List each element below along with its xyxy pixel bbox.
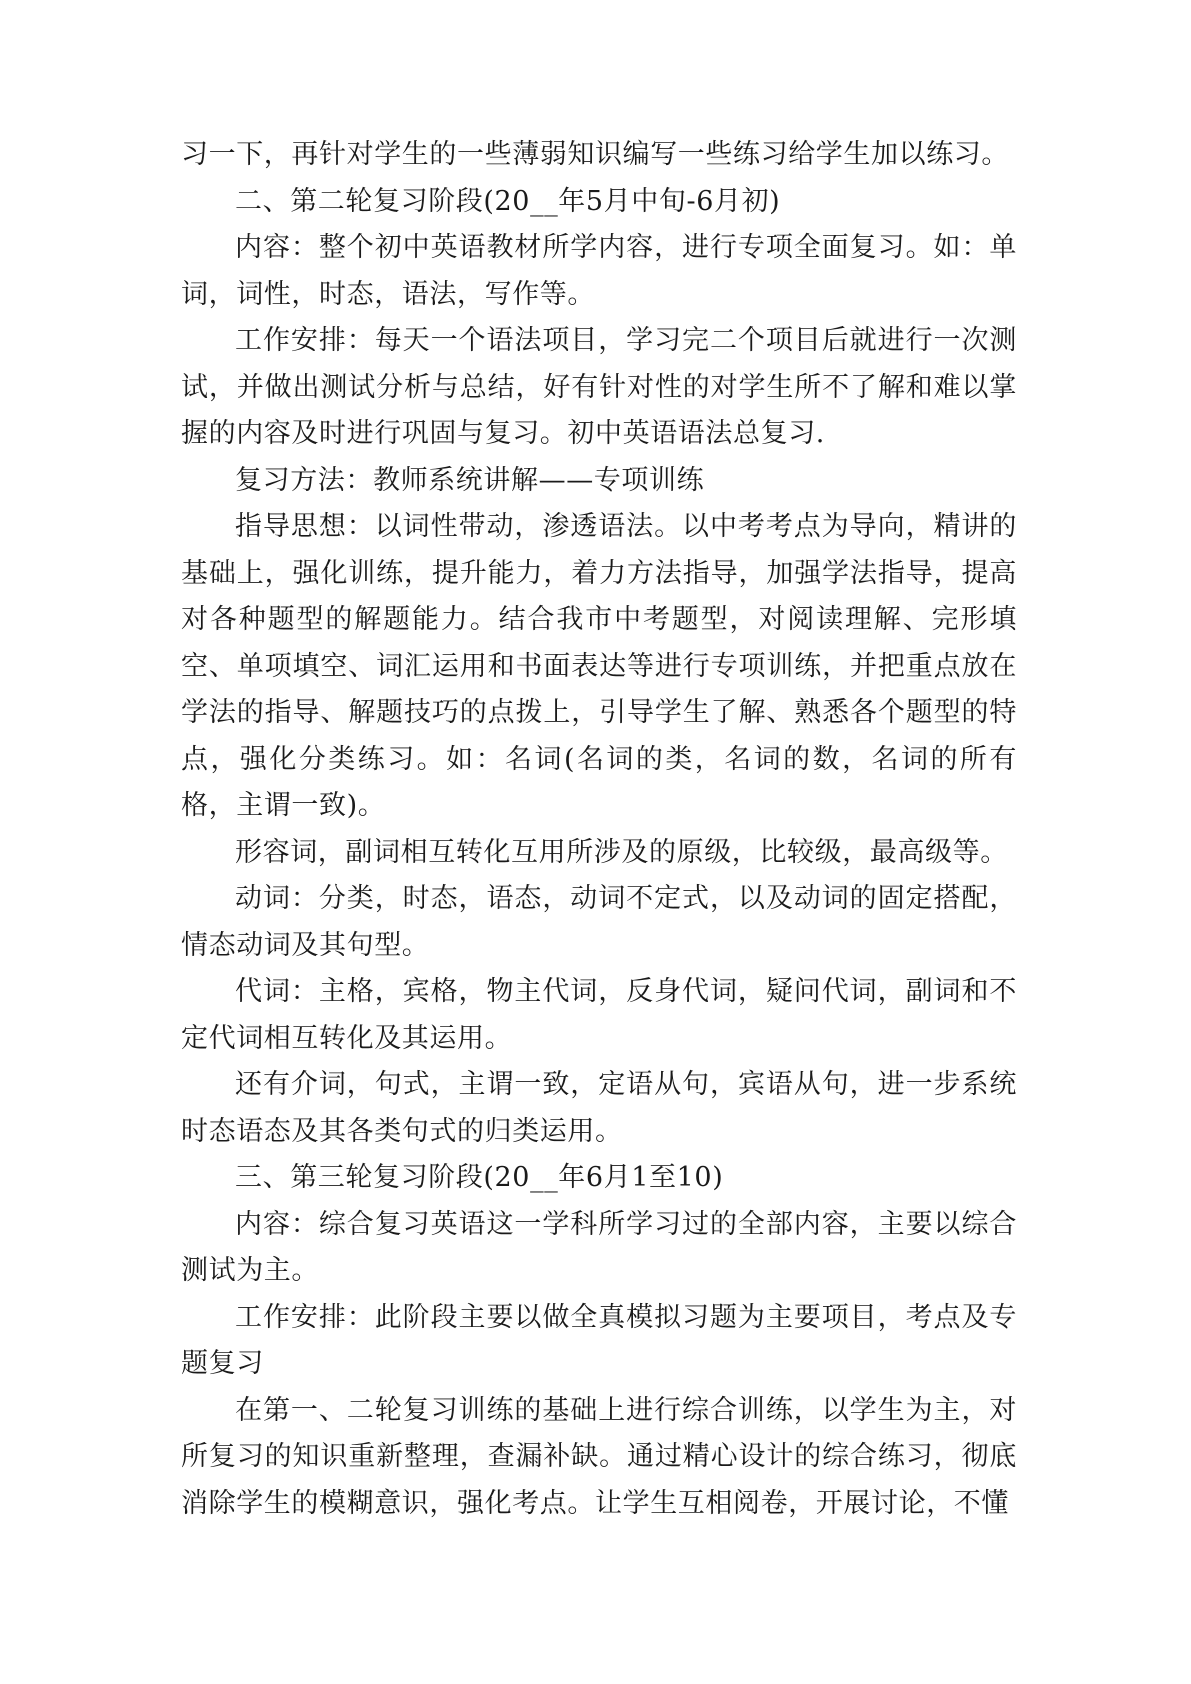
paragraph-pronouns: 代词：主格，宾格，物主代词，反身代词，疑问代词，副词和不定代词相互转化及其运用。 — [181, 976, 1017, 1054]
paragraph-content: 内容：整个初中英语教材所学内容，进行专项全面复习。如：单词，词性，时态，语法，写作等。 — [181, 232, 1017, 310]
heading-third-round: 三、第三轮复习阶段(20__年6月1至10) — [235, 1162, 724, 1193]
paragraph-continued: 习一下，再针对学生的一些薄弱知识编写一些练习给学生加以练习。 — [181, 139, 1009, 170]
paragraph-guiding-ideas: 指导思想：以词性带动，渗透语法。以中考考点为导向，精讲的基础上，强化训练，提升能力，着力方法指导，加强学法指导，提高对各种题型的解题能力。结合我市中考题型，对阅读理解、完形填空、单项填空、词汇运用和书面表达等进行专项训练，并把重点放在学法的指导、解题技巧的点拨上，引导学生了解、熟悉各个题型的特点，强化分类练习。如：名词(名词的类，名词的数，名词的所有格，主谓一致)。 — [181, 511, 1017, 821]
paragraph-work-arrangement-third: 工作安排：此阶段主要以做全真模拟习题为主要项目，考点及专题复习 — [181, 1301, 1017, 1379]
paragraph-adjectives: 形容词，副词相互转化互用所涉及的原级，比较级，最高级等。 — [235, 836, 1008, 868]
paragraph-content-third: 内容：综合复习英语这一学科所学习过的全部内容，主要以综合测试为主。 — [181, 1208, 1017, 1286]
document-body — [181, 132, 1017, 1527]
paragraph-others: 还有介词，句式，主谓一致，定语从句，宾语从句，进一步系统时态语态及其各类句式的归类运用。 — [181, 1069, 1017, 1147]
paragraph-verbs: 动词：分类，时态，语态，动词不定式，以及动词的固定搭配，情态动词及其句型。 — [181, 883, 1017, 961]
paragraph-comprehensive-training: 在第一、二轮复习训练的基础上进行综合训练，以学生为主，对所复习的知识重新整理，查漏补缺。通过精心设计的综合练习，彻底消除学生的模糊意识，强化考点。让学生互相阅卷，开展讨论，不懂 — [181, 1394, 1017, 1519]
heading-second-round: 二、第二轮复习阶段(20__年5月中旬-6月初) — [235, 185, 781, 217]
paragraph-work-arrangement: 工作安排：每天一个语法项目，学习完二个项目后就进行一次测试，并做出测试分析与总结，好有针对性的对学生所不了解和难以掌握的内容及时进行巩固与复习。初中英语语法总复习. — [181, 325, 1017, 449]
paragraph-review-method: 复习方法：教师系统讲解——专项训练 — [235, 464, 705, 496]
